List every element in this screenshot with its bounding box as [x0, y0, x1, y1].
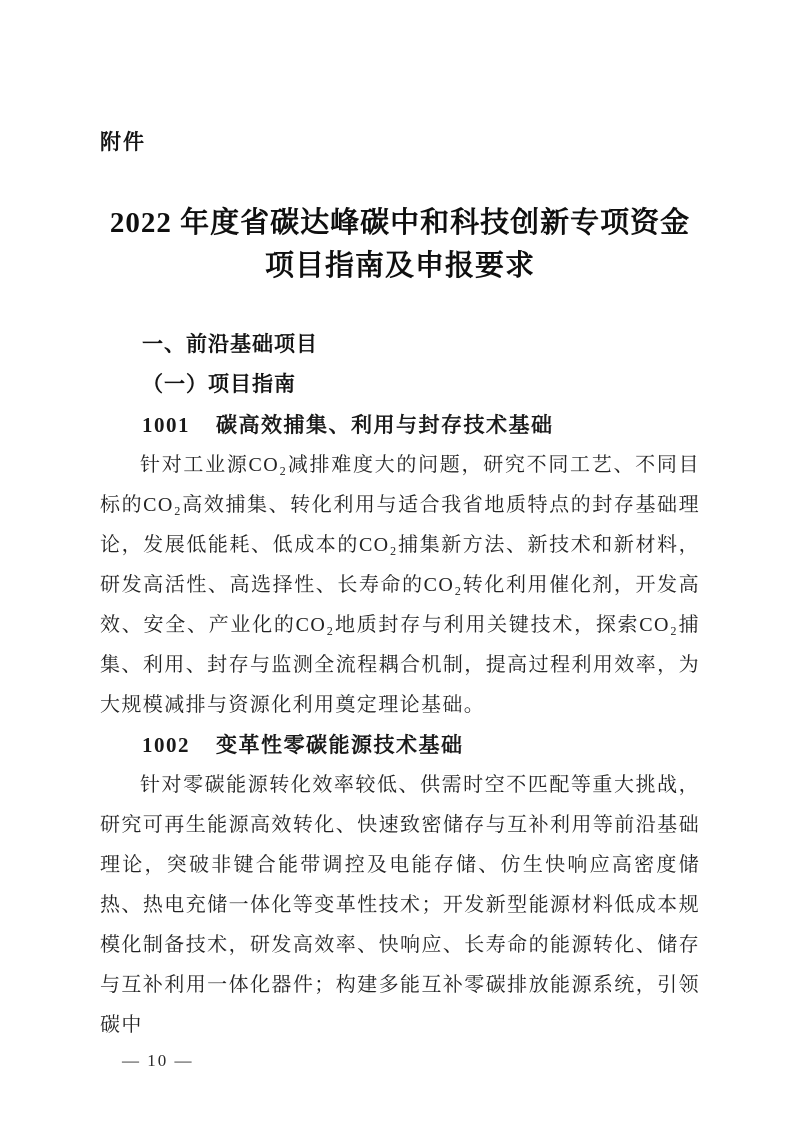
project-description: 针对工业源CO₂减排难度大的问题，研究不同工艺、不同目标的CO₂高效捕集、转化利用与适合我省地质特点的封存基础理论，发展低能耗、低成本的CO₂捕集新方法、新技术和新材料，研发高活性、高选择性、长寿命的CO₂转化利用催化剂，开发高效、安全、产业化的CO₂地质封存与利用关键技术，探索CO₂捕集、利用、封存与监测全流程耦合机制，提高过程利用效率，为大规模减排与资源化利用奠定理论基础。: [100, 454, 700, 716]
section-heading-frontier-basic-projects: 一、前沿基础项目: [142, 333, 318, 356]
project-name: 碳高效捕集、利用与封存技术基础: [216, 413, 554, 437]
page-number: — 10 —: [122, 1051, 194, 1070]
project-code: 1002: [142, 733, 190, 757]
page-footer: [100, 1051, 700, 1071]
subsection-heading-project-guide: （一）项目指南: [142, 373, 296, 396]
project-item-1002: [100, 725, 700, 1045]
document-title-line2: 项目指南及申报要求: [264, 250, 535, 282]
project-description: 针对零碳能源转化效率较低、供需时空不匹配等重大挑战，研究可再生能源高效转化、快速致密储存与互补利用等前沿基础理论，突破非键合能带调控及电能存储、仿生快响应高密度储热、热电充储一体化等变革性技术；开发新型能源材料低成本规模化制备技术，研发高效率、快响应、长寿命的能源转化、储存与互补利用一体化器件；构建多能互补零碳排放能源系统，引领碳中: [100, 774, 700, 1036]
project-item-1001: [100, 405, 700, 725]
project-name: 变革性零碳能源技术基础: [216, 733, 464, 757]
project-heading: [100, 405, 700, 445]
document-title-line1: 2022 年度省碳达峰碳中和科技创新专项资金: [109, 207, 691, 239]
document-body: [100, 325, 700, 1045]
project-heading: [100, 725, 700, 765]
attachment-label: 附件: [100, 131, 146, 154]
project-code: 1001: [142, 413, 190, 437]
document-title: [100, 202, 700, 288]
